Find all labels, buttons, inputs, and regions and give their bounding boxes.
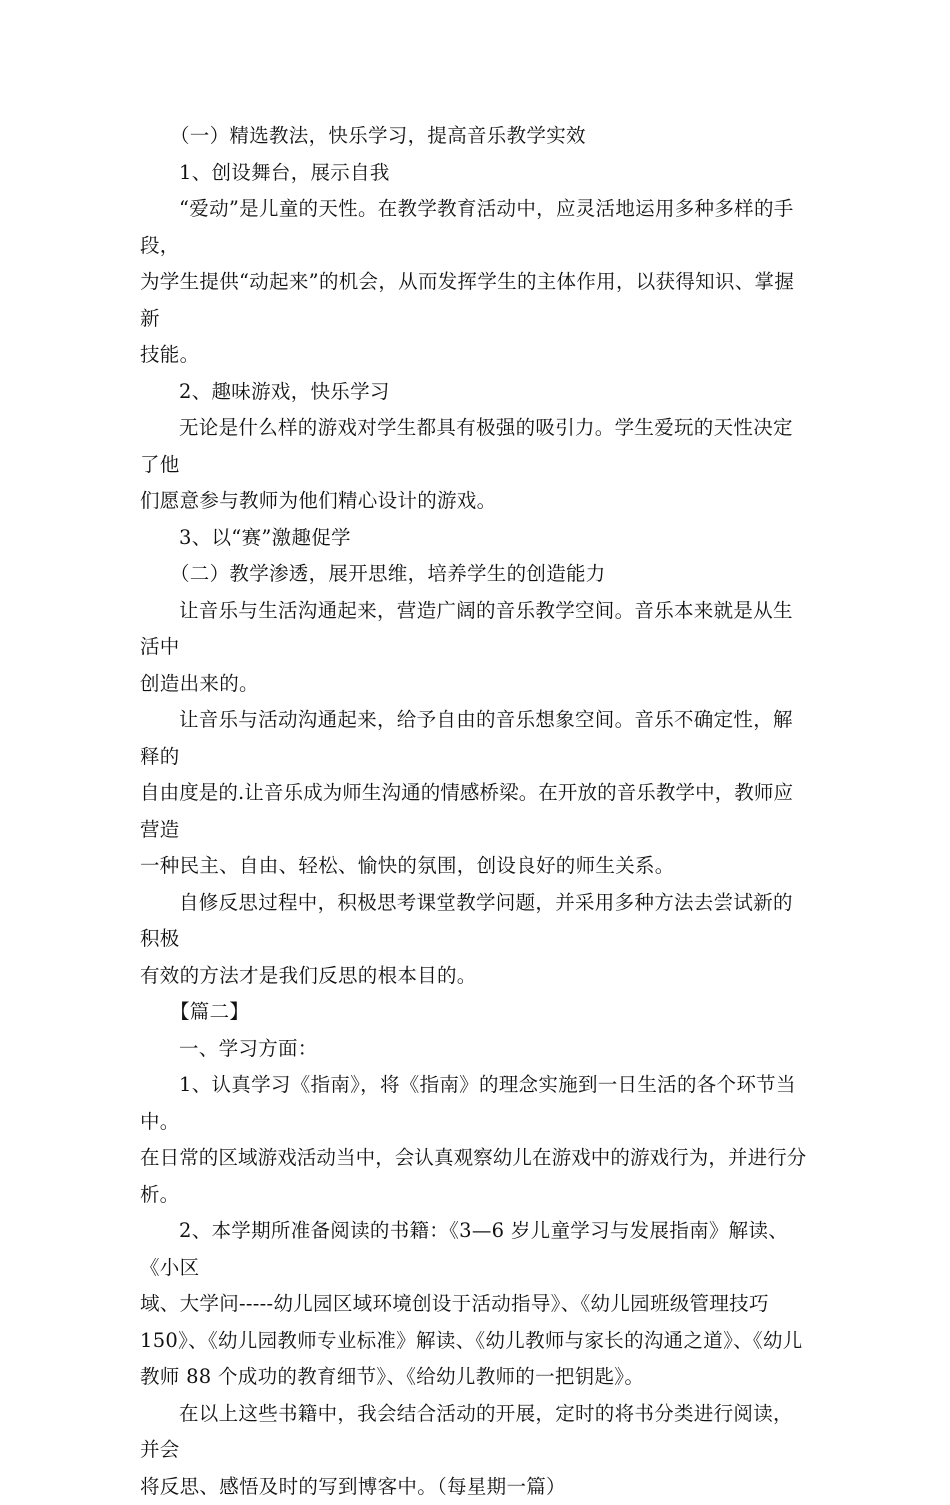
paragraph-3-line-1: 让音乐与生活沟通起来，营造广阔的音乐教学空间。音乐本来就是从生活中 <box>140 599 793 659</box>
paragraph-7-line-3: 150》、《幼儿园教师专业标准》解读、《幼儿教师与家长的沟通之道》、《幼儿 <box>140 1323 810 1360</box>
paragraph-4-line-2: 自由度是的.让音乐成为师生沟通的情感桥梁。在开放的音乐教学中，教师应营造 <box>140 775 810 848</box>
subheading-3 <box>140 520 810 557</box>
section-heading-2 <box>140 556 810 593</box>
paragraph-4 <box>140 702 810 885</box>
subheading-3-text: 3、以“赛”激趣促学 <box>179 526 351 549</box>
paragraph-1-line-2: 为学生提供“动起来”的机会，从而发挥学生的主体作用，以获得知识、掌握新 <box>140 264 810 337</box>
paragraph-2-line-2: 们愿意参与教师为他们精心设计的游戏。 <box>140 483 810 520</box>
document-body <box>140 118 810 1505</box>
paragraph-6 <box>140 1067 810 1213</box>
paragraph-7-line-1: 2、本学期所准备阅读的书籍：《3—6 岁儿童学习与发展指南》解读、《小区 <box>140 1219 788 1279</box>
subheading-4 <box>140 1031 810 1068</box>
paragraph-7-line-4: 教师 88 个成功的教育细节》、《给幼儿教师的一把钥匙》。 <box>140 1359 810 1396</box>
paragraph-8-line-2: 将反思、感悟及时的写到博客中。（每星期一篇） <box>140 1469 810 1505</box>
section-heading-1 <box>140 118 810 155</box>
paragraph-7-line-2: 域、大学问-----幼儿园区域环境创设于活动指导》、《幼儿园班级管理技巧 <box>140 1286 810 1323</box>
paragraph-3-line-2: 创造出来的。 <box>140 666 810 703</box>
subheading-2-text: 2、趣味游戏，快乐学习 <box>179 380 390 403</box>
subheading-4-text: 一、学习方面： <box>179 1037 318 1060</box>
paragraph-5-line-1: 自修反思过程中，积极思考课堂教学问题，并采用多种方法去尝试新的积极 <box>140 891 793 951</box>
paragraph-6-line-2: 在日常的区域游戏活动当中，会认真观察幼儿在游戏中的游戏行为，并进行分析。 <box>140 1140 810 1213</box>
paragraph-6-line-1: 1、认真学习《指南》，将《指南》的理念实施到一日生活的各个环节当中。 <box>140 1073 796 1133</box>
paragraph-8 <box>140 1396 810 1505</box>
subheading-1 <box>140 155 810 192</box>
section-heading-1-text: （一）精选教法，快乐学习，提高音乐教学实效 <box>170 124 586 147</box>
paragraph-1-line-3: 技能。 <box>140 337 810 374</box>
paragraph-1 <box>140 191 810 374</box>
paragraph-4-line-3: 一种民主、自由、轻松、愉快的氛围，创设良好的师生关系。 <box>140 848 810 885</box>
part-two-heading-text: 【篇二】 <box>170 1000 249 1023</box>
paragraph-8-line-1: 在以上这些书籍中，我会结合活动的开展，定时的将书分类进行阅读，并会 <box>140 1402 793 1462</box>
paragraph-2 <box>140 410 810 520</box>
paragraph-4-line-1: 让音乐与活动沟通起来，给予自由的音乐想象空间。音乐不确定性，解释的 <box>140 708 793 768</box>
paragraph-5 <box>140 885 810 995</box>
subheading-1-text: 1、创设舞台，展示自我 <box>179 161 390 184</box>
section-heading-2-text: （二）教学渗透，展开思维，培养学生的创造能力 <box>170 562 606 585</box>
paragraph-2-line-1: 无论是什么样的游戏对学生都具有极强的吸引力。学生爱玩的天性决定了他 <box>140 416 793 476</box>
paragraph-3 <box>140 593 810 703</box>
subheading-2 <box>140 374 810 411</box>
paragraph-7 <box>140 1213 810 1396</box>
part-two-heading <box>140 994 810 1031</box>
paragraph-1-line-1: “爱动”是儿童的天性。在教学教育活动中，应灵活地运用多种多样的手段， <box>140 197 794 257</box>
paragraph-5-line-2: 有效的方法才是我们反思的根本目的。 <box>140 958 810 995</box>
